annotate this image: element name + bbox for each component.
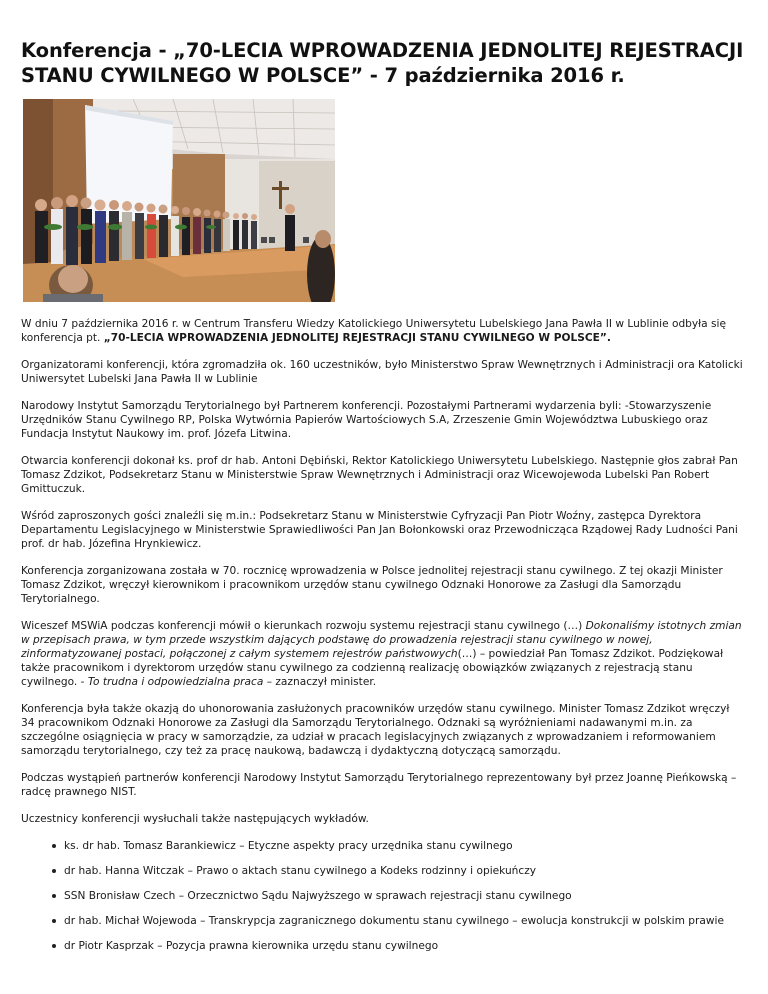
paragraph-nist: Podczas wystąpień partnerów konferencji Narodowy Instytut Samorządu Terytorialnego reprezentowany był przez Joannę Pieńkowską – radcę prawnego NIST. <box>21 772 737 798</box>
paragraph-anniversary: Konferencja zorganizowana została w 70. rocznicę wprowadzenia w Polsce jednolitej rejestracji stanu cywilnego. Z tej okazji Minister Tomasz Zdzikot, wręczył kierownikom i pracownikom urzędów stanu cywilnego Odznaki Honorowe za Zasługi dla Samorządu Terytorialnego. <box>21 565 723 605</box>
speech-intro: Wiceszef MSWiA podczas konferencji mówił o kierunkach rozwoju systemu rejestracji stanu cywilnego (…) <box>21 620 586 632</box>
speech-quote: Dokonaliśmy istotnych zmian w przepisach prawa, w tym przede wszystkim dających podstawę do prowadzenia rejestracji stanu cywilnego w nowej, zinformatyzowanej postaci, połączonej z całym systemem rejestrów państwowych <box>21 620 742 660</box>
conference-photo <box>23 99 335 302</box>
lecture-text: dr Piotr Kasprzak – Pozycja prawna kierownika urzędu stanu cywilnego <box>64 940 439 952</box>
bullet-icon <box>52 944 56 948</box>
list-item <box>52 864 746 878</box>
list-item <box>52 889 746 903</box>
list-item <box>52 939 746 953</box>
bullet-icon <box>52 919 56 923</box>
bullet-icon <box>52 869 56 873</box>
paragraph-organizers: Organizatorami konferencji, która zgromadziła ok. 160 uczestników, było Ministerstwo Spraw Wewnętrznych i Administracji ora Katolicki Uniwersytet Lubelski Jana Pawła II w Lublinie <box>21 359 743 385</box>
list-item <box>52 914 746 928</box>
lecture-text: SSN Bronisław Czech – Orzecznictwo Sądu Najwyższego w sprawach rejestracji stanu cywilnego <box>64 890 572 902</box>
list-item <box>52 839 746 853</box>
paragraph-awards: Konferencja była także okazją do uhonorowania zasłużonych pracowników urzędów stanu cywilnego. Minister Tomasz Zdzikot wręczył 34 pracownikom Odznaki Honorowe za Zasługi dla Samorządu Terytorialnego. Odznaki są wyróżnieniami nadawanymi m.in. za szczególne osiągnięcia w pracy w samorządzie, za udział w pracach legislacyjnych związanych z wprowadzaniem i reformowaniem samorządu terytorialnego, czy też za pracę naukową, badawczą i dydaktyczną dotyczącą samorządu. <box>21 703 730 757</box>
lecture-title: Prawo o aktach stanu cywilnego a Kodeks rodzinny i opiekuńczy <box>196 865 537 877</box>
title-line-2: STANU CYWILNEGO W POLSCE” - 7 października 2016 r. <box>21 64 625 87</box>
lecture-text: dr hab. Michał Wojewoda – Transkrypcja zagranicznego dokumentu stanu cywilnego – ewolucja konstrukcji w polskim prawie <box>64 915 724 927</box>
paragraph-speech <box>21 619 746 689</box>
paragraph-lectures-intro: Uczestnicy konferencji wysłuchali także następujących wykładów. <box>21 813 369 825</box>
paragraph-guests: Wśród zaproszonych gości znaleźli się m.in.: Podsekretarz Stanu w Ministerstwie Cyfryzacji Pan Piotr Woźny, zastępca Dyrektora Departamentu Legislacyjnego w Ministerstwie Sprawiedliwości Pan Jan Bołonkowski oraz Przewodnicząca Rządowej Rady Ludności Pani prof. dr hab. Józefina Hrynkiewicz. <box>21 510 738 550</box>
bullet-icon <box>52 894 56 898</box>
paragraph-partners: Narodowy Instytut Samorządu Terytorialnego był Partnerem konferencji. Pozostałymi Partnerami wydarzenia byli: -Stowarzyszenie Urzędników Stanu Cywilnego RP, Polska Wytwórnia Papierów Wartościowych S.A, Zrzeszenie Gmin Województwa Lubuskiego oraz Fundacja Instytut Naukowy im. prof. Józefa Litwina. <box>21 400 712 440</box>
conference-name: „70-LECIA WPROWADZENIA JEDNOLITEJ REJESTRACJI STANU CYWILNEGO W POLSCE”. <box>103 332 611 344</box>
paragraph-venue <box>21 317 746 345</box>
paragraph-opening: Otwarcia konferencji dokonał ks. prof dr hab. Antoni Dębiński, Rektor Katolickiego Uniwersytetu Lubelskiego. Następnie głos zabrał Pan Tomasz Zdzikot, Podsekretarz Stanu w Ministerstwie Spraw Wewnętrznych i Administracji oraz Wicewojewoda Lubelski Pan Robert Gmittuczuk. <box>21 455 738 495</box>
speech-outro: – zaznaczył minister. <box>263 676 377 688</box>
lecture-speaker: dr hab. Hanna Witczak – <box>64 865 197 877</box>
lecture-list <box>21 839 746 953</box>
lecture-text: ks. dr hab. Tomasz Barankiewicz – Etyczne aspekty pracy urzędnika stanu cywilnego <box>64 840 513 852</box>
speech-quote-2: To trudna i odpowiedzialna praca <box>87 676 264 688</box>
page-title <box>21 38 746 88</box>
title-line-1: Konferencja - „70-LECIA WPROWADZENIA JEDNOLITEJ REJESTRACJI <box>21 39 744 62</box>
bullet-icon <box>52 844 56 848</box>
paragraph-venue-text: W dniu 7 października 2016 r. w Centrum Transferu Wiedzy Katolickiego Uniwersytetu Lubelskiego Jana Pawła II w Lublinie odbyła się konferencja pt. <box>21 318 727 344</box>
speech-thanks: (…) – powiedział Pan Tomasz Zdzikot. Podziękował także pracownikom i dyrektorom urzędów stanu cywilnego za codzienną realizację obowiązków związanych z rejestracją stanu cywilnego. - <box>21 648 724 688</box>
